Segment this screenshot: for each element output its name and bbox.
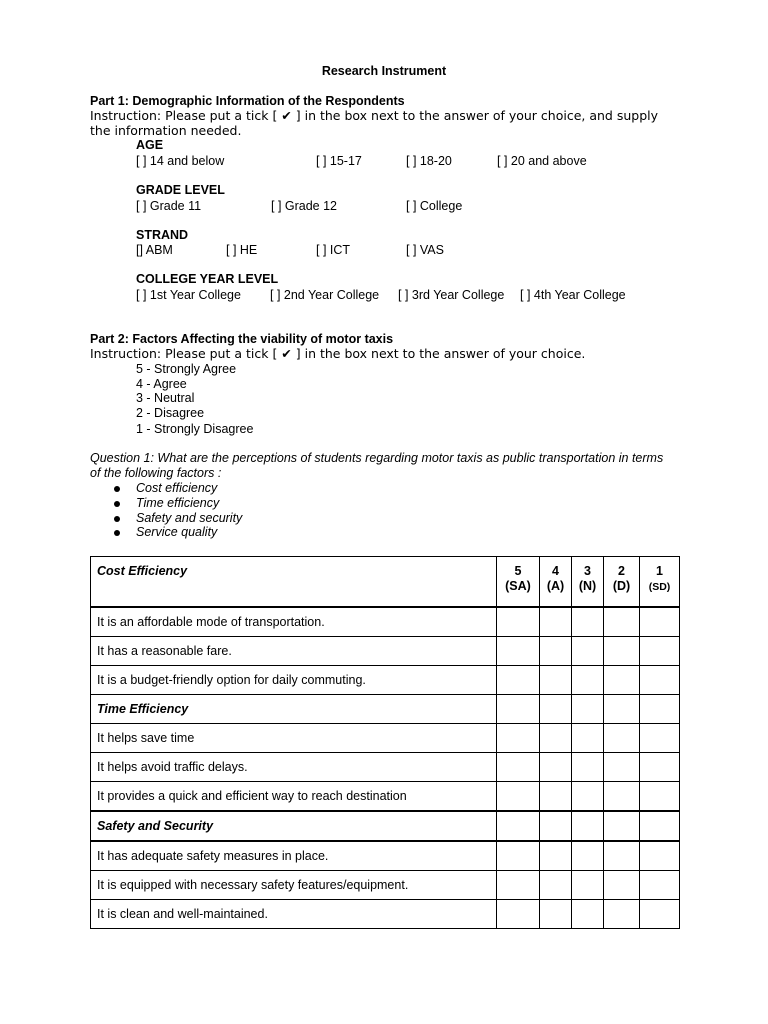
question-1-line1: Question 1: What are the perceptions of students regarding motor taxis as public transportation in terms — [90, 451, 664, 465]
scale-item: 2 - Disagree — [136, 406, 205, 420]
college-year-option-4th[interactable]: [ ] 4th Year College — [520, 288, 626, 302]
table-row — [91, 666, 680, 695]
rating-cell-2[interactable] — [604, 841, 640, 871]
rating-cell-2[interactable] — [604, 666, 640, 695]
rating-cell-5[interactable] — [497, 607, 540, 637]
rating-cell-3[interactable] — [572, 782, 604, 812]
category-safety-security: Safety and Security — [91, 811, 497, 841]
rating-cell-5[interactable] — [497, 753, 540, 782]
college-year-option-2nd[interactable]: [ ] 2nd Year College — [270, 288, 380, 302]
grade-level-label: GRADE LEVEL — [136, 183, 225, 197]
rating-cell-3[interactable] — [572, 753, 604, 782]
rating-cell-1[interactable] — [640, 724, 680, 753]
strand-option-vas[interactable]: [ ] VAS — [406, 243, 444, 257]
col-header-2 — [604, 557, 640, 608]
rating-cell-2[interactable] — [604, 637, 640, 666]
col-header-number: 3 — [584, 564, 591, 578]
col-header-number: 5 — [514, 564, 522, 578]
rating-cell-3[interactable] — [572, 637, 604, 666]
rating-cell-1[interactable] — [640, 871, 680, 900]
page-title: Research Instrument — [321, 64, 447, 78]
rating-cell-4[interactable] — [540, 871, 572, 900]
part1-heading: Part 1: Demographic Information of the Respondents — [90, 94, 405, 108]
survey-table — [90, 556, 680, 929]
rating-cell-2[interactable] — [604, 900, 640, 929]
rating-cell-1[interactable] — [640, 637, 680, 666]
rating-cell-4[interactable] — [540, 637, 572, 666]
empty-cell — [572, 695, 604, 724]
bullet-icon — [114, 516, 120, 522]
empty-cell — [604, 811, 640, 841]
rating-cell-1[interactable] — [640, 753, 680, 782]
scale-item: 1 - Strongly Disagree — [136, 422, 254, 436]
statement-cell: It is an affordable mode of transportation. — [91, 607, 497, 637]
table-row — [91, 871, 680, 900]
table-row — [91, 724, 680, 753]
rating-cell-5[interactable] — [497, 841, 540, 871]
statement-cell: It helps save time — [91, 724, 497, 753]
strand-option-abm[interactable]: [] ABM — [136, 243, 173, 257]
rating-cell-1[interactable] — [640, 666, 680, 695]
grade-option-12[interactable]: [ ] Grade 12 — [271, 199, 338, 213]
category-header-cost-efficiency: Cost Efficiency — [91, 557, 497, 608]
col-header-number: 4 — [552, 564, 559, 578]
col-header-5 — [497, 557, 540, 608]
grade-option-college[interactable]: [ ] College — [406, 199, 463, 213]
part2-heading: Part 2: Factors Affecting the viability of motor taxis — [90, 332, 394, 346]
strand-option-he[interactable]: [ ] HE — [226, 243, 258, 257]
table-header-row — [91, 557, 680, 608]
rating-cell-3[interactable] — [572, 900, 604, 929]
part1-instruction-line2: the information needed. — [90, 123, 242, 138]
scale-item: 3 - Neutral — [136, 391, 195, 405]
scale-item: 5 - Strongly Agree — [136, 362, 237, 376]
empty-cell — [604, 695, 640, 724]
age-option-15-17[interactable]: [ ] 15-17 — [316, 154, 362, 168]
empty-cell — [572, 811, 604, 841]
bullet-item-time-efficiency: Time efficiency — [136, 496, 220, 510]
rating-cell-4[interactable] — [540, 900, 572, 929]
col-header-4 — [540, 557, 572, 608]
rating-cell-5[interactable] — [497, 724, 540, 753]
age-option-18-20[interactable]: [ ] 18-20 — [406, 154, 452, 168]
college-year-option-1st[interactable]: [ ] 1st Year College — [136, 288, 241, 302]
scale-item: 4 - Agree — [136, 377, 187, 391]
rating-cell-4[interactable] — [540, 841, 572, 871]
age-option-20-above[interactable]: [ ] 20 and above — [497, 154, 587, 168]
rating-cell-2[interactable] — [604, 871, 640, 900]
rating-cell-3[interactable] — [572, 841, 604, 871]
empty-cell — [640, 695, 680, 724]
grade-option-11[interactable]: [ ] Grade 11 — [136, 199, 202, 213]
empty-cell — [497, 811, 540, 841]
col-header-abbr: (SD) — [648, 581, 671, 593]
bullet-item-safety-security: Safety and security — [136, 511, 243, 525]
empty-cell — [540, 695, 572, 724]
table-row — [91, 900, 680, 929]
col-header-number: 2 — [618, 564, 625, 578]
statement-cell: It has adequate safety measures in place. — [91, 841, 497, 871]
age-label: AGE — [136, 138, 164, 152]
col-header-1 — [640, 557, 680, 608]
empty-cell — [540, 811, 572, 841]
bullet-item-cost-efficiency: Cost efficiency — [136, 481, 218, 495]
question-1-line2: of the following factors : — [90, 466, 222, 480]
age-option-14-below[interactable]: [ ] 14 and below — [136, 154, 225, 168]
statement-cell: It has a reasonable fare. — [91, 637, 497, 666]
statement-cell: It provides a quick and efficient way to reach destination — [91, 782, 497, 812]
rating-cell-4[interactable] — [540, 607, 572, 637]
college-year-option-3rd[interactable]: [ ] 3rd Year College — [398, 288, 505, 302]
strand-label: STRAND — [136, 228, 189, 242]
col-header-number: 1 — [656, 564, 663, 578]
empty-cell — [640, 811, 680, 841]
col-header-abbr: (SA) — [505, 579, 531, 593]
rating-cell-2[interactable] — [604, 724, 640, 753]
rating-cell-3[interactable] — [572, 724, 604, 753]
rating-cell-4[interactable] — [540, 666, 572, 695]
rating-cell-3[interactable] — [572, 871, 604, 900]
rating-cell-3[interactable] — [572, 607, 604, 637]
statement-cell: It is equipped with necessary safety features/equipment. — [91, 871, 497, 900]
rating-cell-2[interactable] — [604, 753, 640, 782]
part2-instruction: Instruction: Please put a tick [ ✔ ] in the box next to the answer of your choice. — [90, 346, 586, 361]
bullet-icon — [114, 501, 120, 507]
rating-cell-4[interactable] — [540, 753, 572, 782]
table-row — [91, 637, 680, 666]
statement-cell: It helps avoid traffic delays. — [91, 753, 497, 782]
rating-cell-5[interactable] — [497, 666, 540, 695]
category-time-efficiency: Time Efficiency — [91, 695, 497, 724]
table-category-row — [91, 695, 680, 724]
bullet-icon — [114, 530, 120, 536]
col-header-abbr: (A) — [546, 579, 565, 593]
college-year-label: COLLEGE YEAR LEVEL — [136, 272, 279, 286]
table-row — [91, 782, 680, 812]
col-header-abbr: (N) — [578, 579, 597, 593]
rating-cell-1[interactable] — [640, 607, 680, 637]
part1-instruction-line1: Instruction: Please put a tick [ ✔ ] in the box next to the answer of your choice, and supply — [90, 108, 659, 123]
strand-option-ict[interactable]: [ ] ICT — [316, 243, 351, 257]
col-header-abbr: (D) — [612, 579, 631, 593]
bullet-item-service-quality: Service quality — [136, 525, 218, 539]
col-header-3 — [572, 557, 604, 608]
rating-cell-2[interactable] — [604, 782, 640, 812]
rating-cell-5[interactable] — [497, 637, 540, 666]
rating-cell-4[interactable] — [540, 782, 572, 812]
rating-cell-5[interactable] — [497, 871, 540, 900]
table-category-row — [91, 811, 680, 841]
statement-cell: It is clean and well-maintained. — [91, 900, 497, 929]
rating-cell-5[interactable] — [497, 782, 540, 812]
rating-cell-5[interactable] — [497, 900, 540, 929]
rating-cell-3[interactable] — [572, 666, 604, 695]
table-row — [91, 753, 680, 782]
empty-cell — [497, 695, 540, 724]
table-row — [91, 841, 680, 871]
rating-cell-1[interactable] — [640, 841, 680, 871]
rating-cell-1[interactable] — [640, 782, 680, 812]
statement-cell: It is a budget-friendly option for daily commuting. — [91, 666, 497, 695]
rating-cell-4[interactable] — [540, 724, 572, 753]
rating-cell-2[interactable] — [604, 607, 640, 637]
table-row — [91, 607, 680, 637]
rating-cell-1[interactable] — [640, 900, 680, 929]
bullet-icon — [114, 486, 120, 492]
